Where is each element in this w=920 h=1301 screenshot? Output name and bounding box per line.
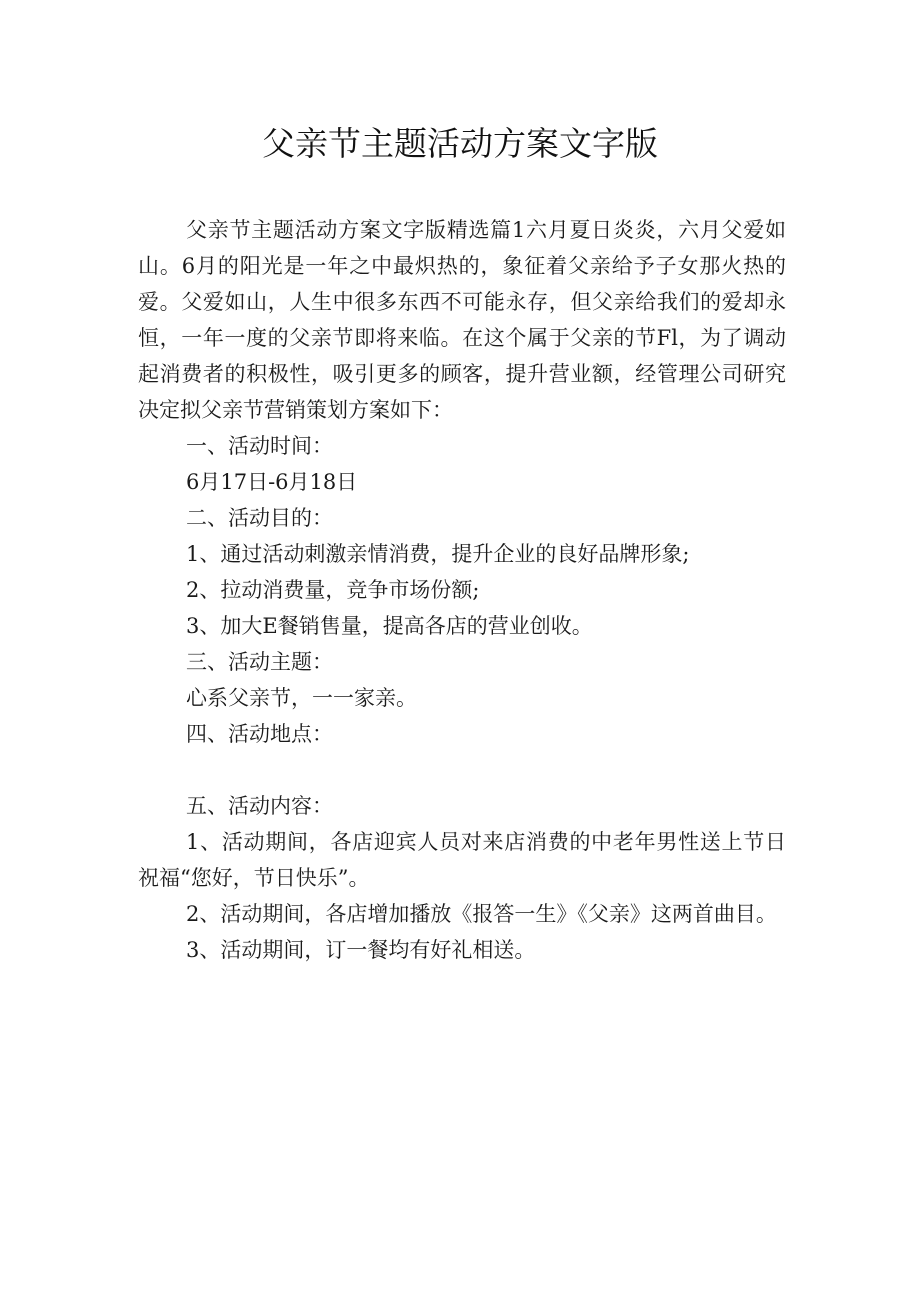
goal-item: 1、通过活动刺激亲情消费，提升企业的良好品牌形象; [186, 542, 690, 566]
goal-item: 2、拉动消费量，竞争市场份额; [186, 578, 480, 602]
content-item: 1、活动期间，各店迎宾人员对来店消费的中老年男性送上节日祝福“您好，节日快乐”。 [138, 830, 786, 890]
document-title: 父亲节主题活动方案文字版 [262, 124, 658, 163]
goal-item: 3、加大E餐销售量，提高各店的营业创收。 [186, 614, 593, 638]
section-heading-content: 五、活动内容： [186, 794, 333, 818]
event-theme: 心系父亲节，一一家亲。 [186, 686, 417, 710]
section-heading-theme: 三、活动主题： [186, 650, 333, 674]
section-heading-location: 四、活动地点： [186, 722, 333, 746]
content-item: 2、活动期间，各店增加播放《报答一生》《父亲》这两首曲目。 [186, 902, 777, 926]
section-heading-purpose: 二、活动目的： [186, 506, 333, 530]
event-dates: 6月17日-6月18日 [186, 470, 358, 494]
section-heading-time: 一、活动时间： [186, 434, 333, 458]
intro-paragraph: 父亲节主题活动方案文字版精选篇1六月夏日炎炎，六月父爱如山。6月的阳光是一年之中最炽热的，象征着父亲给予子女那火热的爱。父爱如山，人生中很多东西不可能永存，但父亲给我们的爱却永恒，一年一度的父亲节即将来临。在这个属于父亲的节Fl，为了调动起消费者的积极性，吸引更多的顾客，提升营业额，经管理公司研究决定拟父亲节营销策划方案如下： [138, 218, 786, 422]
blank-line [138, 752, 786, 788]
content-item: 3、活动期间，订一餐均有好礼相送。 [186, 938, 536, 962]
document-body [138, 212, 786, 968]
